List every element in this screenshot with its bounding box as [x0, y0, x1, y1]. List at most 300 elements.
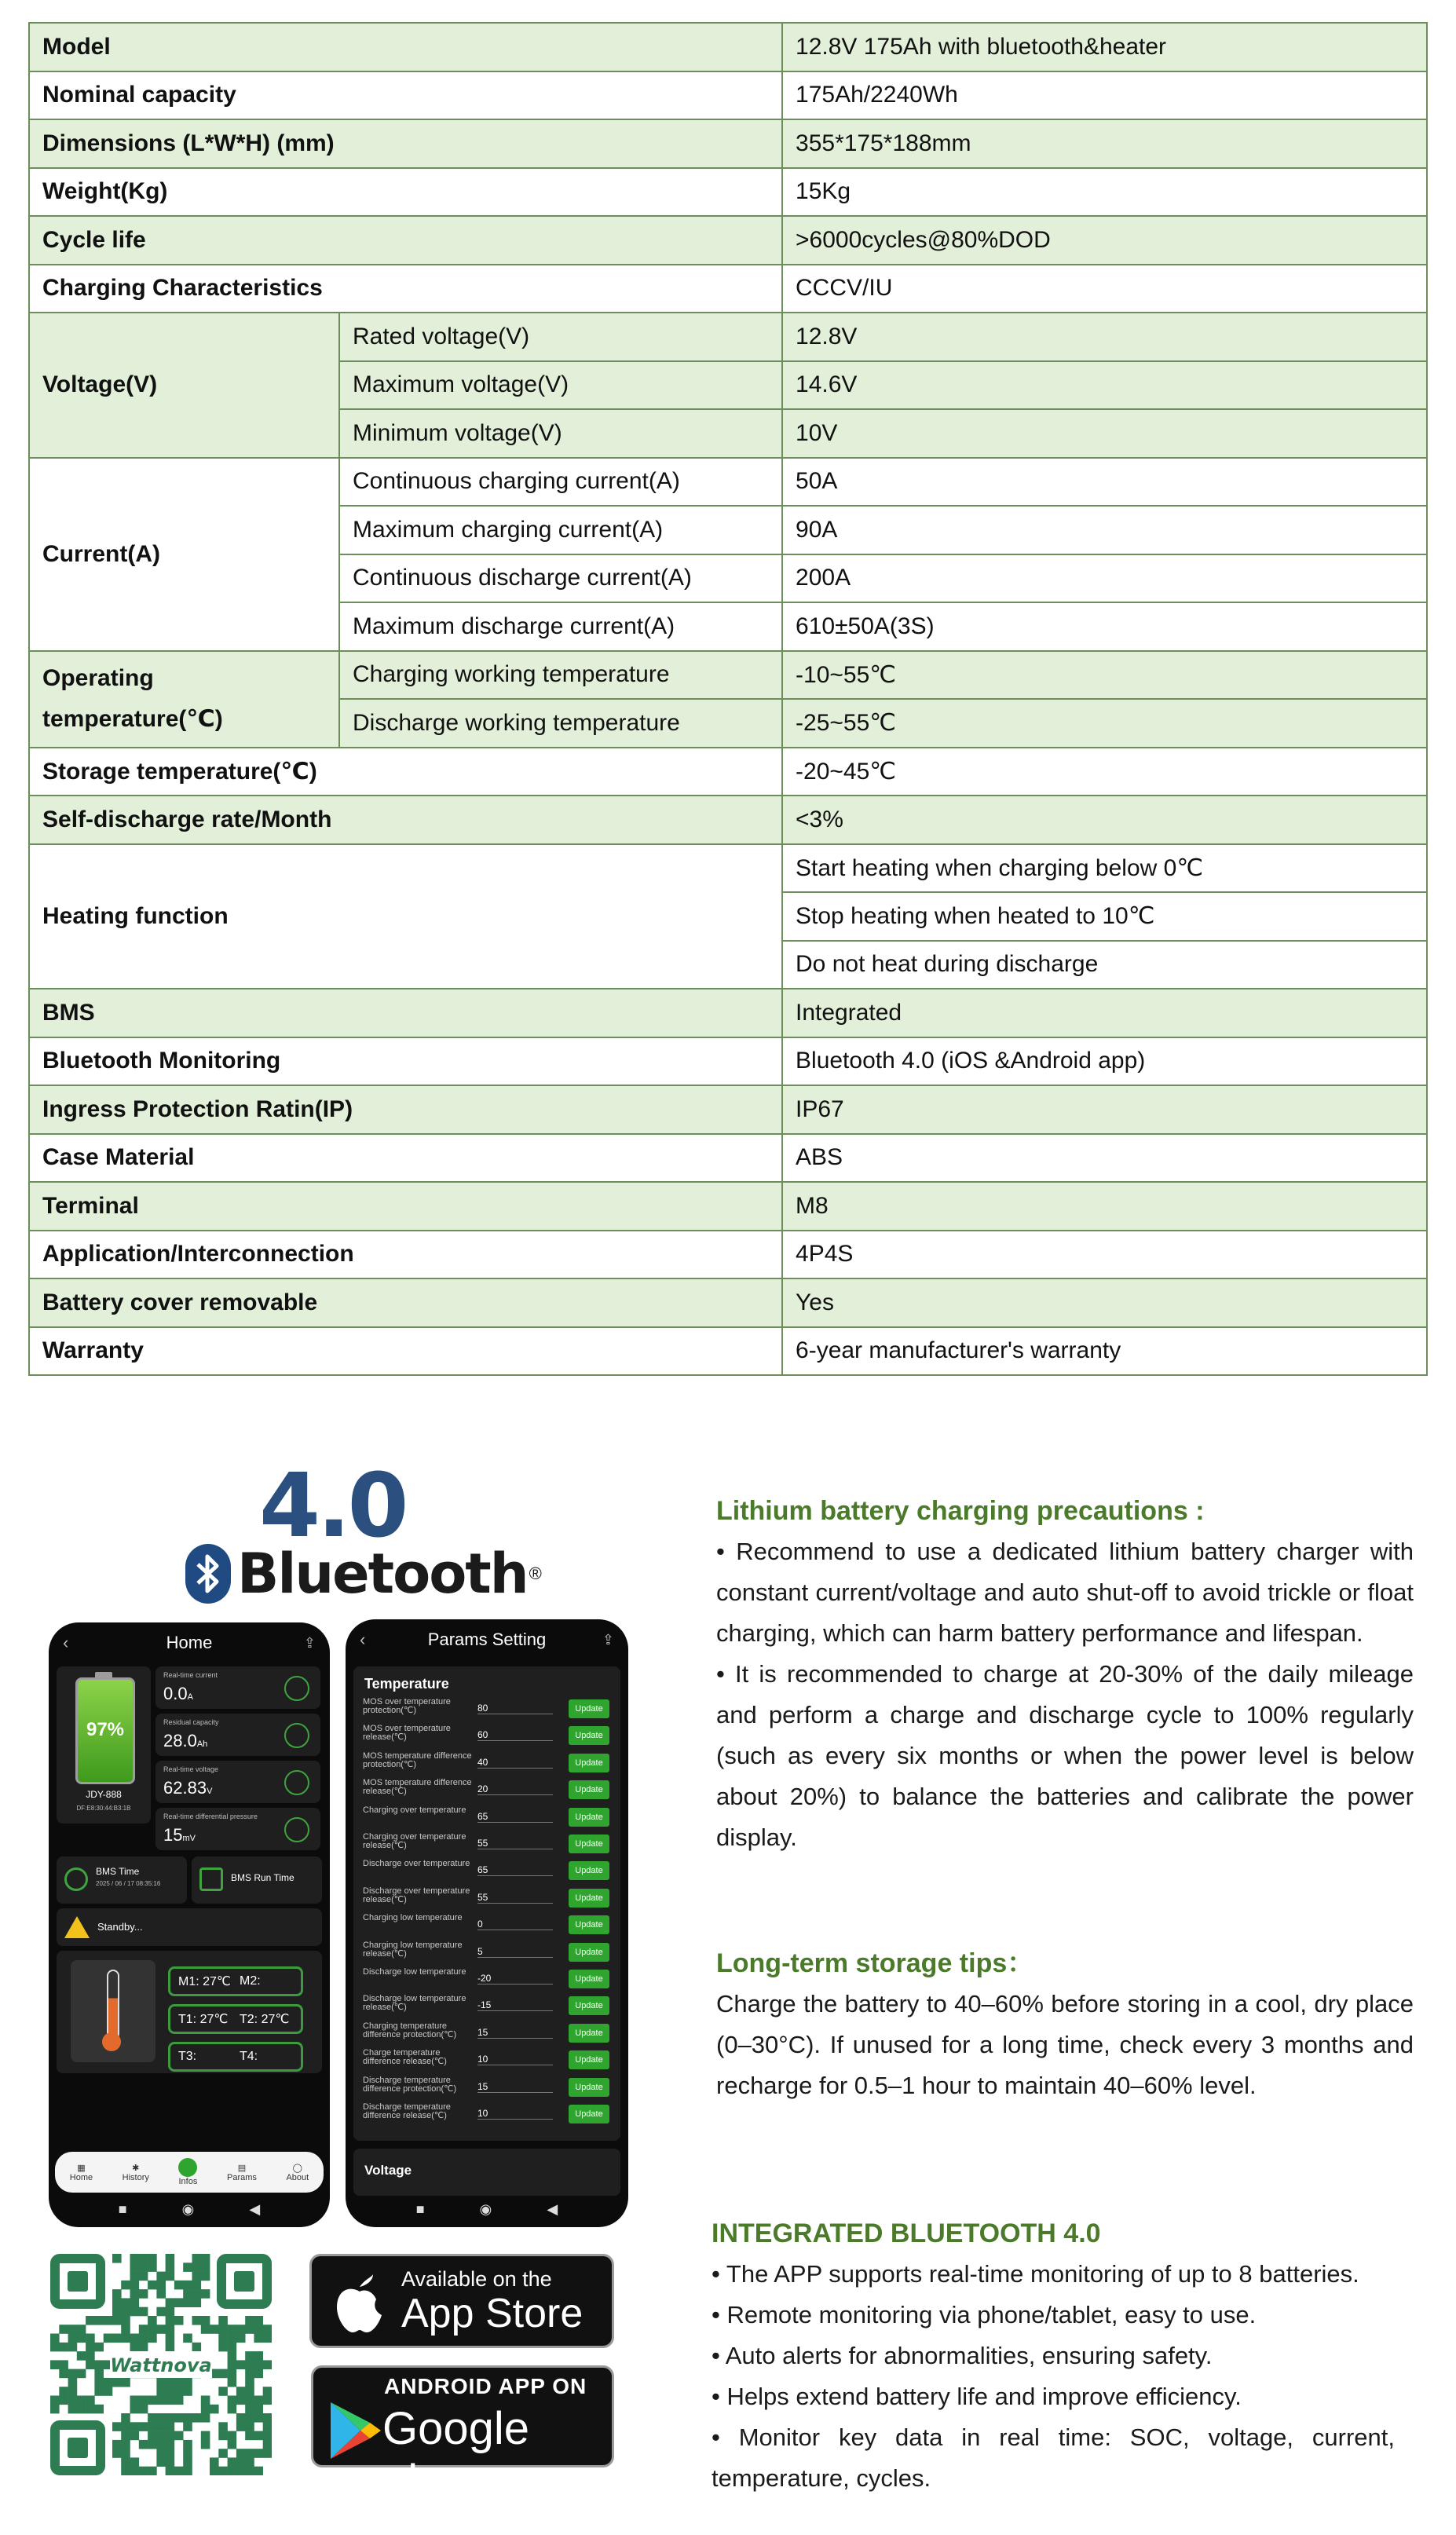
qr-module: [254, 2360, 263, 2369]
param-value-input[interactable]: 60: [477, 1729, 553, 1741]
qr-module: [68, 2343, 78, 2352]
qr-module: [86, 2334, 95, 2343]
update-button[interactable]: Update: [569, 2078, 609, 2097]
param-value-input[interactable]: 0: [477, 1919, 553, 1930]
update-button[interactable]: Update: [569, 1699, 609, 1718]
bluetooth-bullet: • Auto alerts for abnormalities, ensuring safety.: [712, 2342, 1213, 2369]
qr-module: [112, 2334, 122, 2343]
nav-home[interactable]: [70, 2163, 93, 2182]
qr-module: [210, 2405, 219, 2414]
update-button[interactable]: Update: [569, 1808, 609, 1827]
param-value-input[interactable]: 80: [477, 1703, 553, 1714]
qr-module: [130, 2457, 140, 2467]
qr-module: [59, 2325, 68, 2334]
qr-module: [210, 2467, 219, 2475]
share-icon[interactable]: ⇪: [303, 1634, 316, 1651]
param-label: Charging low temperature release(℃): [363, 1940, 463, 1959]
spec-sublabel: Maximum charging current(A): [339, 506, 782, 554]
qr-module: [201, 2325, 210, 2334]
qr-module: [121, 2334, 130, 2343]
metric-label: Real-time differential pressure: [163, 1813, 258, 1820]
qr-module: [139, 2262, 148, 2272]
qr-module: [94, 2360, 104, 2369]
spec-value: 50A: [782, 458, 1427, 507]
qr-module: [166, 2272, 175, 2281]
param-row: [363, 1833, 613, 1858]
qr-module: [112, 2254, 122, 2263]
param-label: Charging temperature difference protection(℃): [363, 2021, 457, 2039]
qr-module: [201, 2405, 210, 2414]
update-button[interactable]: Update: [569, 1889, 609, 1908]
qr-module: [77, 2325, 86, 2334]
param-value-input[interactable]: -20: [477, 1973, 553, 1984]
nav-label: Infos: [178, 2177, 198, 2186]
param-label: Charging over temperature: [363, 1805, 466, 1815]
temp-m1: M1: 27℃: [178, 1975, 231, 1988]
spec-value: ABS: [782, 1134, 1427, 1183]
spec-sublabel: Maximum voltage(V): [339, 361, 782, 410]
qr-module: [77, 2396, 86, 2405]
clock-icon: [64, 1867, 88, 1891]
qr-module: [218, 2316, 228, 2325]
qr-module: [192, 2281, 202, 2290]
update-button[interactable]: Update: [569, 1915, 609, 1934]
google-play-badge[interactable]: [311, 2365, 614, 2507]
back-triangle-icon[interactable]: ◀: [249, 2200, 261, 2217]
current-value: 0.0: [163, 1684, 188, 1703]
update-button[interactable]: Update: [569, 1996, 609, 2015]
spec-label: Heating function: [29, 844, 782, 989]
app-store-badge[interactable]: [309, 2254, 614, 2348]
home-button-icon[interactable]: ◉: [181, 2200, 195, 2217]
param-row: [363, 1941, 613, 1966]
qr-module: [254, 2369, 263, 2379]
qr-module: [130, 2405, 140, 2414]
qr-module: [183, 2457, 192, 2467]
qr-module: [50, 2360, 60, 2369]
storage-title: Long-term storage tips：: [716, 1948, 1034, 1978]
home-button-icon[interactable]: ◉: [479, 2200, 492, 2217]
qr-module: [130, 2281, 140, 2290]
spec-label: Storage temperature(℃): [29, 748, 782, 796]
param-value-input[interactable]: 10: [477, 2054, 553, 2065]
qr-module: [263, 2334, 272, 2343]
qr-module: [254, 2334, 263, 2343]
spec-sublabel: Charging working temperature: [339, 651, 782, 700]
qr-code[interactable]: [50, 2254, 272, 2475]
qr-module: [228, 2360, 237, 2369]
bms-run-card: [192, 1856, 322, 1904]
spec-value: >6000cycles@80%DOD: [782, 216, 1427, 265]
qr-module: [148, 2413, 157, 2423]
update-button[interactable]: Update: [569, 1726, 609, 1745]
qr-module: [228, 2467, 237, 2475]
param-row: [363, 2049, 613, 2074]
spec-label: Cycle life: [29, 216, 782, 265]
qr-module: [245, 2413, 254, 2423]
qr-module: [50, 2405, 60, 2414]
qr-module: [201, 2396, 210, 2405]
qr-module: [236, 2396, 246, 2405]
param-row: [363, 2076, 613, 2102]
qr-module: [148, 2431, 157, 2441]
spec-label: Self-discharge rate/Month: [29, 796, 782, 844]
qr-module: [254, 2396, 263, 2405]
bms-run-label: BMS Run Time: [231, 1872, 294, 1883]
qr-module: [156, 2272, 166, 2281]
qr-brand-text: Wattnova: [110, 2354, 212, 2376]
spec-label: Model: [29, 23, 782, 71]
param-value-input[interactable]: 40: [477, 1757, 553, 1769]
status-card: [57, 1908, 322, 1946]
bluetooth-small-icon: ✱: [132, 2163, 140, 2173]
qr-module: [245, 2422, 254, 2431]
qr-module: [121, 2378, 130, 2387]
qr-module: [148, 2316, 157, 2325]
qr-module: [183, 2334, 192, 2343]
recents-icon[interactable]: ■: [118, 2200, 127, 2217]
qr-module: [104, 2316, 113, 2325]
spec-label: Case Material: [29, 1134, 782, 1183]
update-button[interactable]: Update: [569, 1943, 609, 1962]
param-row: [363, 2103, 613, 2128]
temp-t3: T3:: [178, 2050, 197, 2063]
qr-module: [228, 2351, 237, 2361]
qr-module: [112, 2298, 122, 2307]
share-icon[interactable]: ⇪: [602, 1631, 614, 1648]
qr-module: [174, 2467, 184, 2475]
qr-module: [218, 2387, 228, 2396]
voltage-card: [155, 1761, 320, 1803]
bluetooth-icon: [185, 1544, 231, 1604]
qr-module: [210, 2325, 219, 2334]
qr-module: [228, 2334, 237, 2343]
temp-row-1: [168, 1966, 303, 1996]
update-button[interactable]: Update: [569, 1970, 609, 1988]
spec-sublabel: Maximum discharge current(A): [339, 602, 782, 651]
qr-module: [245, 2378, 254, 2387]
qr-module: [228, 2378, 237, 2387]
qr-module: [50, 2396, 60, 2405]
param-row: [363, 1968, 613, 1993]
qr-module: [263, 2325, 272, 2334]
person-icon: ◯: [292, 2163, 302, 2173]
qr-module: [228, 2396, 237, 2405]
qr-module: [59, 2343, 68, 2352]
qr-module: [68, 2325, 78, 2334]
qr-module: [130, 2254, 140, 2263]
qr-module: [139, 2307, 148, 2317]
phone-params-screen: [346, 1619, 628, 2227]
nav-params[interactable]: [227, 2163, 257, 2182]
spec-group-label: [29, 651, 339, 748]
param-value-input[interactable]: 10: [477, 2108, 553, 2120]
qr-module: [183, 2413, 192, 2423]
back-icon[interactable]: ‹: [63, 1633, 69, 1652]
qr-module: [192, 2343, 202, 2352]
qr-module: [228, 2325, 237, 2334]
param-value-input[interactable]: 20: [477, 1783, 553, 1795]
bluetooth-bullet: • The APP supports real-time monitoring of up to 8 batteries.: [712, 2260, 1359, 2288]
spec-label: Application/Interconnection: [29, 1231, 782, 1279]
qr-module: [192, 2262, 202, 2272]
params-header: [346, 1619, 628, 1660]
nav-label: History: [122, 2172, 149, 2182]
param-row: [363, 1914, 613, 1939]
storage-p1: Charge the battery to 40–60% before storing in a cool, dry place (0–30°C). If unused for a long time, check every 3 months and recharge for 0.5–1 hour to maintain 40–60% level.: [716, 1990, 1414, 2099]
diff-pressure-card: [155, 1808, 320, 1850]
param-value-input[interactable]: -15: [477, 1999, 553, 2011]
qr-module: [77, 2405, 86, 2414]
qr-module: [130, 2272, 140, 2281]
voltage-unit: V: [207, 1787, 213, 1796]
qr-module: [254, 2413, 263, 2423]
nav-history[interactable]: [123, 2163, 149, 2182]
qr-module: [94, 2369, 104, 2379]
metric-label: Residual capacity: [163, 1718, 219, 1726]
qr-module: [139, 2254, 148, 2263]
qr-module: [94, 2387, 104, 2396]
qr-module: [86, 2351, 95, 2361]
param-value-input[interactable]: 65: [477, 1864, 553, 1876]
param-value-input[interactable]: 65: [477, 1811, 553, 1823]
spec-sublabel: Continuous discharge current(A): [339, 554, 782, 603]
spec-label: Dimensions (L*W*H) (mm): [29, 119, 782, 168]
diff-value: 15: [163, 1825, 183, 1845]
nav-about[interactable]: [286, 2163, 309, 2182]
qr-module: [156, 2422, 166, 2431]
qr-module: [254, 2316, 263, 2325]
param-label: Charging over temperature release(℃): [363, 1832, 466, 1850]
update-button[interactable]: Update: [569, 1780, 609, 1799]
qr-module: [166, 2387, 175, 2396]
qr-module: [139, 2422, 148, 2431]
spec-value: Stop heating when heated to 10℃: [782, 892, 1427, 941]
qr-module: [156, 2281, 166, 2290]
qr-module: [148, 2422, 157, 2431]
qr-module: [236, 2422, 246, 2431]
qr-module: [77, 2334, 86, 2343]
update-button[interactable]: Update: [569, 1861, 609, 1880]
recents-icon[interactable]: ■: [415, 2200, 425, 2217]
qr-module: [174, 2413, 184, 2423]
calendar-icon: [199, 1867, 223, 1891]
spec-value: Integrated: [782, 989, 1427, 1037]
qr-module: [228, 2369, 237, 2379]
metric-value: [163, 1825, 196, 1845]
qr-module: [86, 2360, 95, 2369]
param-value-input[interactable]: 15: [477, 2027, 553, 2039]
qr-module: [174, 2431, 184, 2441]
qr-module: [148, 2325, 157, 2334]
nav-infos[interactable]: [178, 2158, 197, 2186]
voltage-section-title: Voltage: [364, 2163, 412, 2178]
param-row: [363, 1779, 613, 1804]
bms-time-card: [57, 1856, 187, 1904]
spec-value: 10V: [782, 409, 1427, 458]
param-value-input[interactable]: 55: [477, 1838, 553, 1849]
diff-unit: mV: [182, 1834, 196, 1843]
update-button[interactable]: Update: [569, 2105, 609, 2123]
thermometer-icon: [71, 1960, 155, 2062]
param-label: Discharge low temperature release(℃): [363, 1994, 466, 2013]
qr-module: [166, 2325, 175, 2334]
param-label: Discharge low temperature: [363, 1967, 466, 1977]
spec-value: 15Kg: [782, 168, 1427, 217]
qr-module: [166, 2343, 175, 2352]
qr-module: [263, 2449, 272, 2458]
qr-module: [210, 2457, 219, 2467]
qr-module: [245, 2369, 254, 2379]
qr-module: [130, 2343, 140, 2352]
qr-module: [139, 2440, 148, 2449]
spec-value: -20~45℃: [782, 748, 1427, 796]
qr-module: [236, 2449, 246, 2458]
qr-module: [183, 2422, 192, 2431]
qr-module: [218, 2467, 228, 2475]
param-value-input[interactable]: 55: [477, 1892, 553, 1904]
param-row: [363, 1860, 613, 1885]
param-value-input[interactable]: 15: [477, 2081, 553, 2093]
param-value-input[interactable]: 5: [477, 1946, 553, 1958]
qr-module: [236, 2457, 246, 2467]
qr-module: [192, 2254, 202, 2263]
qr-module: [228, 2440, 237, 2449]
qr-module: [174, 2298, 184, 2307]
qr-module: [236, 2334, 246, 2343]
qr-module: [148, 2334, 157, 2343]
qr-module: [254, 2405, 263, 2414]
spec-value: 14.6V: [782, 361, 1427, 410]
qr-module: [139, 2343, 148, 2352]
qr-module: [166, 2396, 175, 2405]
spec-value: 4P4S: [782, 1231, 1427, 1279]
qr-module: [139, 2334, 148, 2343]
qr-module: [94, 2378, 104, 2387]
param-row: [363, 1887, 613, 1912]
qr-module: [236, 2360, 246, 2369]
qr-module: [245, 2325, 254, 2334]
spec-value: Bluetooth 4.0 (iOS &Android app): [782, 1037, 1427, 1086]
bms-time-label: BMS Time: [96, 1866, 140, 1877]
qr-module: [263, 2440, 272, 2449]
spec-sublabel: Discharge working temperature: [339, 699, 782, 748]
param-label: MOS temperature difference protection(℃): [363, 1750, 472, 1769]
home-icon: ▦: [77, 2163, 86, 2173]
operating-label-line1: Operating: [42, 665, 154, 691]
qr-module: [263, 2431, 272, 2441]
param-label: Charging low temperature: [363, 1913, 463, 1923]
system-nav-bar: [49, 2197, 330, 2221]
nav-label: Params: [226, 2172, 257, 2182]
qr-module: [183, 2449, 192, 2458]
qr-module: [228, 2457, 237, 2467]
precautions-p1: • Recommend to use a dedicated lithium battery charger with constant current/voltage and auto shut-off to avoid trickle or float charging, which can harm battery performance and lifespan.: [716, 1538, 1414, 1647]
qr-module: [192, 2289, 202, 2299]
bluetooth-version-text: 4.0: [259, 1455, 406, 1557]
spec-value: -10~55℃: [782, 651, 1427, 700]
qr-module: [201, 2254, 210, 2263]
update-button[interactable]: Update: [569, 2024, 609, 2043]
precautions-title: Lithium battery charging precautions :: [716, 1496, 1205, 1526]
qr-module: [166, 2457, 175, 2467]
qr-module: [166, 2413, 175, 2423]
spec-value: 6-year manufacturer's warranty: [782, 1327, 1427, 1376]
qr-module: [245, 2351, 254, 2361]
qr-module: [236, 2387, 246, 2396]
qr-module: [183, 2281, 192, 2290]
bluetooth-bullet: • Remote monitoring via phone/tablet, easy to use.: [712, 2301, 1257, 2328]
qr-module: [104, 2387, 113, 2396]
spec-value: <3%: [782, 796, 1427, 844]
bluetooth-bullet: • Helps extend battery life and improve efficiency.: [712, 2383, 1242, 2410]
qr-module: [139, 2289, 148, 2299]
qr-module: [68, 2369, 78, 2379]
qr-module: [183, 2262, 192, 2272]
qr-module: [94, 2343, 104, 2352]
device-mac: DF:E8:30:44:B3:1B: [76, 1805, 131, 1812]
qr-module: [148, 2262, 157, 2272]
qr-module: [148, 2281, 157, 2290]
qr-module: [156, 2289, 166, 2299]
spec-label: Charging Characteristics: [29, 265, 782, 313]
bluetooth-features: [712, 2213, 1395, 2499]
qr-module: [201, 2272, 210, 2281]
voltage-icon: [284, 1770, 309, 1795]
param-label: MOS temperature difference release(℃): [363, 1778, 472, 1797]
capacity-icon: [284, 1723, 309, 1748]
qr-module: [218, 2422, 228, 2431]
update-button[interactable]: Update: [569, 2050, 609, 2069]
qr-module: [245, 2467, 254, 2475]
back-triangle-icon[interactable]: ◀: [547, 2200, 558, 2217]
update-button[interactable]: Update: [569, 1754, 609, 1772]
qr-module: [254, 2449, 263, 2458]
qr-module: [183, 2467, 192, 2475]
qr-module: [94, 2405, 104, 2414]
qr-module: [192, 2413, 202, 2423]
qr-module: [201, 2289, 210, 2299]
update-button[interactable]: Update: [569, 1834, 609, 1853]
warning-icon: [64, 1916, 90, 1938]
qr-module: [86, 2316, 95, 2325]
param-label: Discharge over temperature: [363, 1859, 470, 1869]
param-label: Discharge over temperature release(℃): [363, 1886, 470, 1904]
qr-module: [228, 2405, 237, 2414]
qr-module: [121, 2440, 130, 2449]
qr-module: [201, 2316, 210, 2325]
qr-module: [59, 2369, 68, 2379]
temp-m2: M2:: [240, 1974, 261, 1988]
params-title: Params Setting: [427, 1630, 547, 1649]
param-row: [363, 1995, 613, 2020]
qr-module: [156, 2457, 166, 2467]
qr-module: [236, 2467, 246, 2475]
qr-module: [139, 2405, 148, 2414]
back-icon[interactable]: ‹: [360, 1630, 366, 1649]
qr-module: [166, 2431, 175, 2441]
qr-module: [121, 2325, 130, 2334]
qr-module: [263, 2422, 272, 2431]
qr-module: [183, 2440, 192, 2449]
qr-module: [245, 2405, 254, 2414]
qr-module: [156, 2325, 166, 2334]
qr-module: [112, 2440, 122, 2449]
precautions-p2: • It is recommended to charge at 20-30% of the daily mileage and perform a charge and discharge cycle to 100% regularly (such as every six months or when the power level is below about 20%) to balance the batteries and calibrate the power display.: [716, 1660, 1414, 1851]
qr-module: [130, 2298, 140, 2307]
param-row: [363, 1806, 613, 1831]
qr-module: [59, 2396, 68, 2405]
